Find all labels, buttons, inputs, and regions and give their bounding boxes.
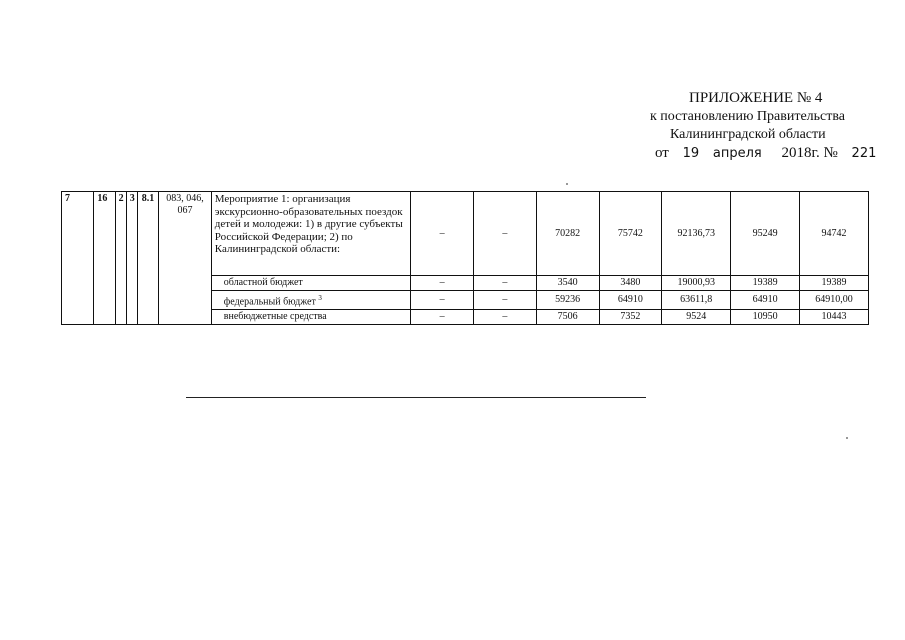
table-cell: 9524 bbox=[662, 310, 731, 325]
appendix-title: ПРИЛОЖЕНИЕ № 4 bbox=[689, 90, 823, 106]
table-cell: 64910 bbox=[599, 291, 662, 310]
table-cell: 59236 bbox=[536, 291, 599, 310]
code-cell: 2 bbox=[115, 192, 126, 325]
table-cell: – bbox=[474, 192, 537, 276]
table-cell: – bbox=[411, 276, 474, 291]
table-cell: 3480 bbox=[599, 276, 662, 291]
resolution-line: к постановлению Правительства bbox=[650, 109, 846, 124]
date-month: апреля bbox=[712, 146, 762, 161]
date-prefix: от bbox=[655, 145, 669, 161]
table-cell: – bbox=[411, 192, 474, 276]
table-cell: 7352 bbox=[599, 310, 662, 325]
table-cell: 63611,8 bbox=[662, 291, 731, 310]
code-cell: 8.1 bbox=[137, 192, 158, 325]
table-row bbox=[62, 192, 869, 276]
admin-code-cell: 083, 046, 067 bbox=[159, 192, 212, 325]
region-line: Калининградской области bbox=[670, 127, 826, 142]
code-cell: 16 bbox=[94, 192, 115, 325]
table-cell: 10443 bbox=[800, 310, 869, 325]
table-cell: 64910,00 bbox=[800, 291, 869, 310]
table-cell: 64910 bbox=[731, 291, 800, 310]
code-cell: 3 bbox=[126, 192, 137, 325]
doc-number: 221 bbox=[851, 146, 877, 161]
table-cell: 92136,73 bbox=[662, 192, 731, 276]
table-cell: – bbox=[474, 310, 537, 325]
table-cell: 7506 bbox=[536, 310, 599, 325]
table-cell: 94742 bbox=[800, 192, 869, 276]
footnote-mark: 3 bbox=[318, 294, 322, 302]
scan-speck bbox=[846, 437, 848, 439]
row-label-cell bbox=[211, 291, 410, 310]
table-cell: 75742 bbox=[599, 192, 662, 276]
activity-description: Мероприятие 1: организация экскурсионно-образовательных поездок детей и молодежи: 1) в другие субъекты Российской Федерации; 2) по Калининградской области: bbox=[211, 192, 410, 276]
table-cell: – bbox=[411, 291, 474, 310]
date-suffix: г. № bbox=[811, 145, 838, 161]
date-day: 19 bbox=[682, 146, 700, 161]
table-cell: 95249 bbox=[731, 192, 800, 276]
table-cell: – bbox=[474, 291, 537, 310]
row-label: внебюджетные средства bbox=[211, 310, 410, 325]
date-year: 2018 bbox=[781, 145, 812, 161]
table-cell: 19389 bbox=[731, 276, 800, 291]
table-cell: 10950 bbox=[731, 310, 800, 325]
row-label: областной бюджет bbox=[211, 276, 410, 291]
date-line bbox=[655, 145, 876, 162]
table-cell: – bbox=[474, 276, 537, 291]
table-cell: 19000,93 bbox=[662, 276, 731, 291]
code-cell: 7 bbox=[62, 192, 94, 325]
table-cell: 19389 bbox=[800, 276, 869, 291]
table-cell: 70282 bbox=[536, 192, 599, 276]
scan-speck bbox=[566, 183, 568, 185]
signature-divider bbox=[186, 397, 646, 398]
table-cell: 3540 bbox=[536, 276, 599, 291]
budget-table bbox=[61, 191, 869, 325]
row-label: федеральный бюджет bbox=[223, 296, 316, 308]
table-cell: – bbox=[411, 310, 474, 325]
